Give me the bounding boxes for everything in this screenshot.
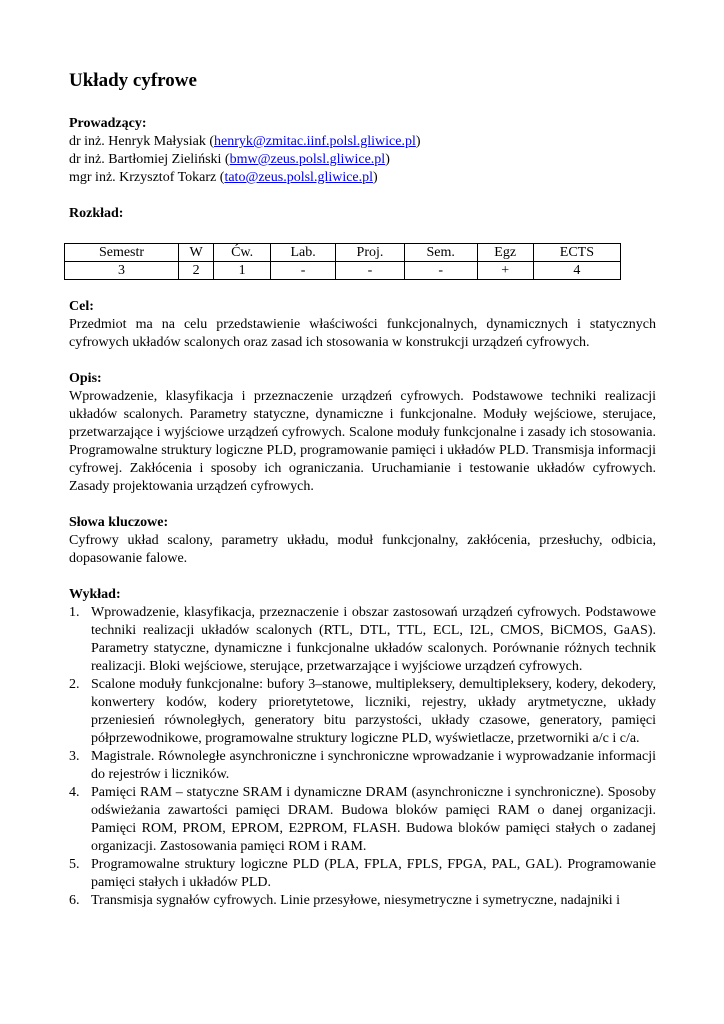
lecturers-heading: Prowadzący: [69,116,147,131]
list-item-text: Magistrale. Równoległe asynchroniczne i synchroniczne wprowadzanie i wyprowadzanie informacji do rejestrów i liczników. [91,749,656,782]
schedule-value-cell: 4 [533,262,620,280]
schedule-header-cell: Semestr [65,244,179,262]
list-item [69,604,656,676]
lecturer-name: mgr inż. Krzysztof Tokarz [69,170,217,185]
schedule-header-cell: Lab. [271,244,336,262]
list-item-text: Programowalne struktury logiczne PLD (PLA, FPLA, FPLS, FPGA, PAL, GAL). Programowanie pamięci stałych i układów PLD. [91,857,656,890]
schedule-table [64,243,621,280]
page-title: Układy cyfrowe [69,70,197,91]
schedule-value-cell: + [477,262,533,280]
schedule-header-cell: ECTS [533,244,620,262]
list-item-number: 4. [69,785,80,800]
schedule-value-cell: 1 [214,262,271,280]
schedule-value-cell: 2 [179,262,214,280]
list-item-number: 6. [69,893,80,908]
schedule-header-cell: Egz [477,244,533,262]
lecturer-line: dr inż. Bartłomiej Zieliński (bmw@zeus.polsl.gliwice.pl) [69,152,390,167]
lecturer-email-link[interactable]: henryk@zmitac.iinf.polsl.gliwice.pl [214,134,416,149]
list-item [69,856,656,892]
list-item-number: 1. [69,605,80,620]
goal-heading: Cel: [69,299,94,314]
schedule-header-cell: Proj. [336,244,405,262]
schedule-value-cell: - [404,262,477,280]
lecturer-line: mgr inż. Krzysztof Tokarz (tato@zeus.polsl.gliwice.pl) [69,170,378,185]
goal-section [69,298,656,352]
schedule-value-cell: 3 [65,262,179,280]
list-item [69,748,656,784]
keywords-heading: Słowa kluczowe: [69,515,169,530]
keywords-text: Cyfrowy układ scalony, parametry układu, moduł funkcjonalny, zakłócenia, przesłuchy, odbicia, dopasowanie falowe. [69,533,656,566]
schedule-header-cell: Ćw. [214,244,271,262]
description-section [69,370,656,496]
document-page [69,68,656,910]
schedule-header-cell: W [179,244,214,262]
lecturer-email-link[interactable]: bmw@zeus.polsl.gliwice.pl [229,152,386,167]
schedule-value-cell: - [336,262,405,280]
list-item-number: 5. [69,857,80,872]
list-item-number: 3. [69,749,80,764]
list-item-text: Transmisja sygnałów cyfrowych. Linie przesyłowe, niesymetryczne i symetryczne, nadajniki i [91,893,621,908]
lecture-heading: Wykład: [69,587,121,602]
schedule-header-cell: Sem. [404,244,477,262]
lecturers-section [69,115,656,187]
lecturer-name: dr inż. Henryk Małysiak [69,134,206,149]
keywords-section [69,514,656,568]
goal-text: Przedmiot ma na celu przedstawienie właściwości funkcjonalnych, dynamicznych i statycznych cyfrowych układów scalonych oraz zasad ich stosowania w konstrukcji urządzeń cyfrowych. [69,317,656,350]
list-item-text: Pamięci RAM – statyczne SRAM i dynamiczne DRAM (asynchroniczne i synchroniczne). Sposoby odświeżania zawartości pamięci DRAM. Budowa bloków pamięci RAM o danej organizacji. Pamięci ROM, PROM, EPROM, E2PROM, FLASH. Budowa bloków pamięci stałych o zadanej organizacji. Zastosowania pamięci ROM i RAM. [91,785,656,854]
description-heading: Opis: [69,371,102,386]
list-item-number: 2. [69,677,80,692]
list-item-text: Scalone moduły funkcjonalne: bufory 3–stanowe, multipleksery, demultipleksery, kodery, dekodery, konwertery kodów, kodery prioretytetowe, liczniki, rejestry, układy arytmetyczne, układy przeniesień równoległych, generatory bitu parzystości, układy czasowe, generatory, pamięci półprzewodnikowe, programowalne struktury logiczne PLD, wyświetlacze, przetworniki a/c i c/a. [91,677,656,746]
list-item [69,676,656,748]
schedule-value-row [65,262,621,280]
schedule-value-cell: - [271,262,336,280]
list-item [69,784,656,856]
description-text: Wprowadzenie, klasyfikacja i przeznaczenie urządzeń cyfrowych. Podstawowe techniki realizacji układów scalonych. Parametry statyczne, dynamiczne i funkcjonalne. Moduły wejściowe, sterujace, przetwarzające i wyjściowe urządzeń cyfrowych. Scalone moduły funkcjonalne i zasady ich stosowania. Programowalne struktury logiczne PLD, programowanie pamięci i układów PLD. Transmisja informacji cyfrowej. Zakłócenia i sposoby ich ograniczania. Uruchamianie i testowanie układów cyfrowych. Zasady projektowania urządzeń cyfrowych. [69,389,656,494]
schedule-header-row [65,244,621,262]
list-item [69,892,656,910]
lecture-list [69,604,656,910]
lecturer-line: dr inż. Henryk Małysiak (henryk@zmitac.iinf.polsl.gliwice.pl) [69,134,421,149]
lecturer-name: dr inż. Bartłomiej Zieliński [69,152,222,167]
lecturer-email-link[interactable]: tato@zeus.polsl.gliwice.pl [224,170,374,185]
list-item-text: Wprowadzenie, klasyfikacja, przeznaczenie i obszar zastosowań urządzeń cyfrowych. Podstawowe techniki realizacji układów scalonych (RTL, DTL, TTL, ECL, I2L, CMOS, BiCMOS, GaAS). Parametry statyczne, dynamiczne i funkcjonalne układów scalonych. Porównanie różnych technik realizacji. Bloki wejściowe, sterujące, przetwarzające i wyjściowe urządzeń cyfrowych. [91,605,656,674]
schedule-heading: Rozkład: [69,206,124,221]
lecture-section [69,586,656,910]
